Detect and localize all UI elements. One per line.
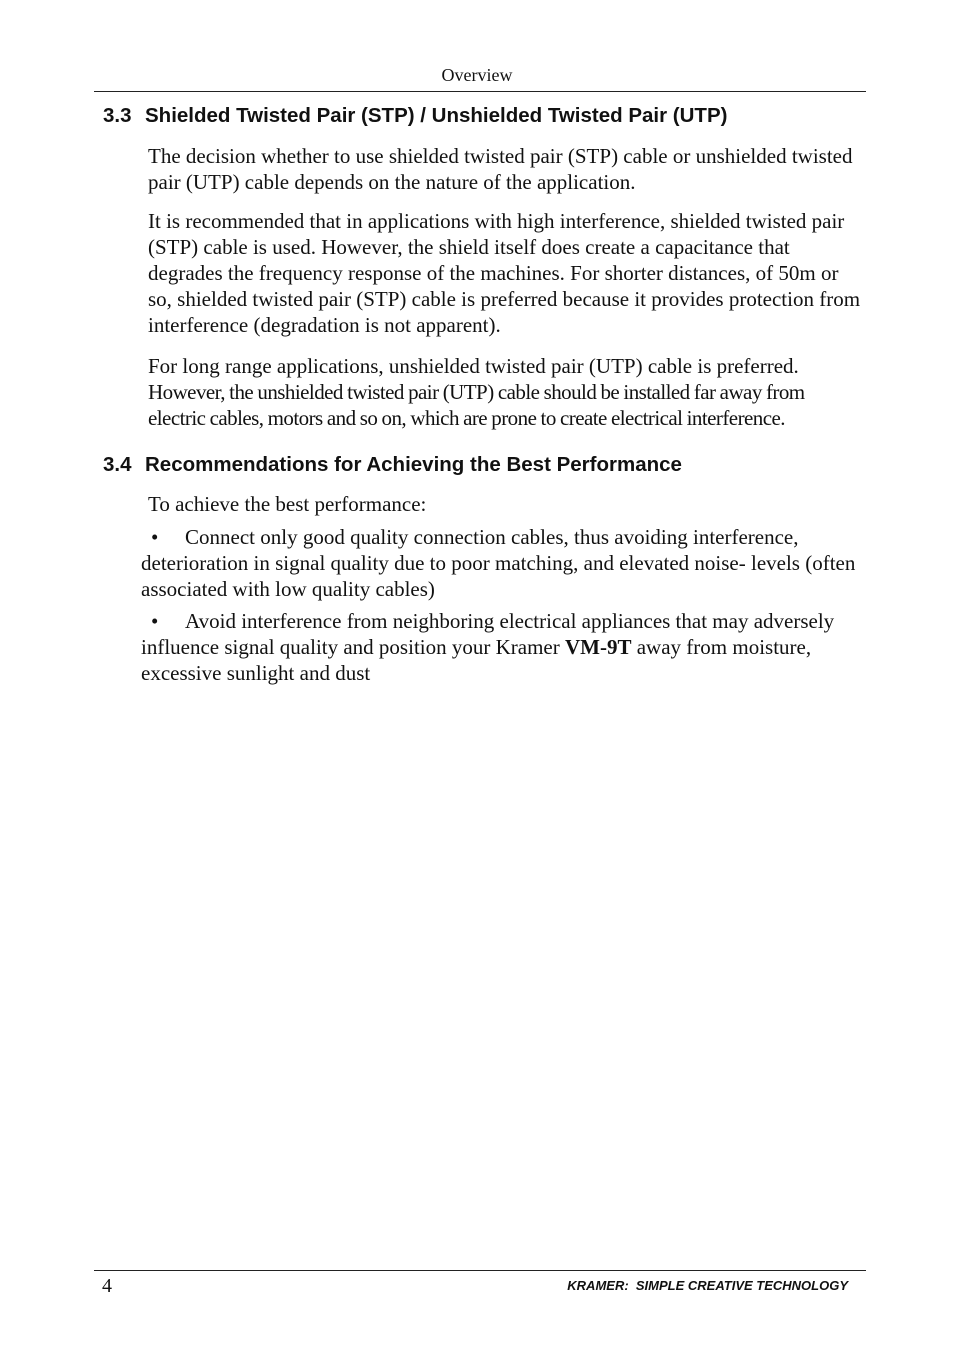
bullet-icon: • <box>151 609 159 633</box>
section-heading-3-4 <box>103 452 682 478</box>
paragraph-utp-installation: However, the unshielded twisted pair (UTP) cable should be installed far away from electric cables, motors and so on, which are prone to create electrical interference. <box>148 380 805 430</box>
section-heading-3-3 <box>103 103 727 129</box>
paragraph-stp-utp-decision: The decision whether to use shielded twisted pair (STP) cable or unshielded twisted pair (UTP) cable depends on the nature of the application. <box>148 144 853 194</box>
footer-brand: KRAMER: SIMPLE CREATIVE TECHNOLOGY <box>567 1278 848 1293</box>
section-number: 3.3 <box>103 104 132 127</box>
bullet-text: Connect only good quality connection cables, thus avoiding interference, deterioration in signal quality due to poor matching, and elevated noise- levels (often associated with low quality cables) <box>141 525 856 601</box>
section-title: Recommendations for Achieving the Best Performance <box>145 453 682 476</box>
section-title: Shielded Twisted Pair (STP) / Unshielded Twisted Pair (UTP) <box>145 104 728 127</box>
paragraph-utp-long-range: For long range applications, unshielded twisted pair (UTP) cable is preferred. <box>148 354 799 378</box>
header-rule <box>94 91 866 92</box>
running-header: Overview <box>441 65 513 85</box>
footer-rule <box>94 1270 866 1271</box>
page-number: 4 <box>102 1275 112 1297</box>
paragraph-intro: To achieve the best performance: <box>148 492 427 516</box>
paragraph-stp-recommendation: It is recommended that in applications with high interference, shielded twisted pair (STP) cable is used. However, the shield itself does create a capacitance that degrades the frequency response of the machines. For shorter distances, of 50m or so, shielded twisted pair (STP) cable is preferred because it provides protection from interference (degradation is not apparent). <box>148 209 861 337</box>
bullet-text-end: away from moisture, excessive sunlight and dust <box>141 635 812 685</box>
section-number: 3.4 <box>103 453 132 476</box>
product-name: VM-9T <box>564 635 632 659</box>
bullet-text: Avoid interference from neighboring electrical appliances that may adversely influence signal quality and position your Kramer <box>141 609 835 659</box>
bullet-icon: • <box>151 525 159 549</box>
bullet-item-interference <box>141 608 861 686</box>
bullet-item-cables <box>141 524 861 602</box>
